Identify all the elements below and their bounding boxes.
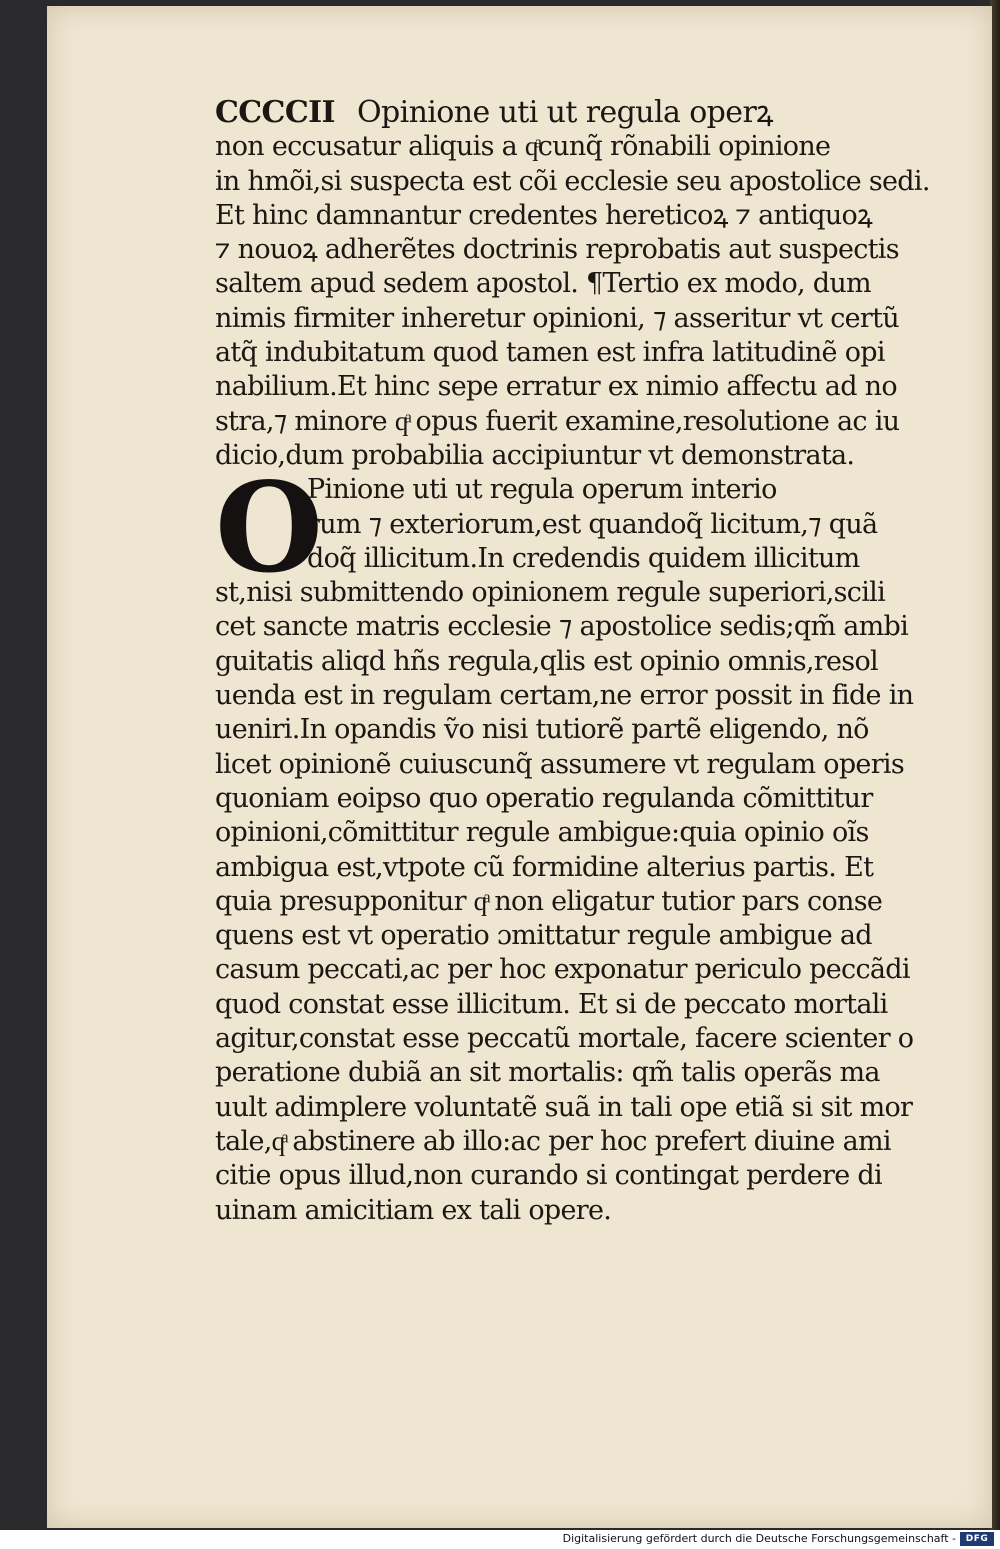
text-line: ambigua est,vtpote cũ formidine alterius partis. Et: [215, 851, 874, 883]
footer-bar: [0, 1530, 1000, 1549]
text-line: rum ⁊ exteriorum,est quandoq̃ licitum,⁊ quã: [307, 508, 878, 540]
text-line: uinam amicitiam ex tali opere.: [215, 1194, 612, 1226]
text-line: stra,⁊ minore qͣ opus fuerit examine,resolutione ac iu: [215, 405, 900, 437]
section-number: CCCCII: [215, 95, 335, 130]
text-line: st,nisi submittendo opinionem regule superiori,scili: [215, 577, 886, 609]
text-line: peratione dubiã an sit mortalis: qm̃ talis operãs ma: [215, 1057, 880, 1089]
text-line: ueniri.In opandis ṽo nisi tutiorẽ partẽ eligendo, nõ: [215, 714, 869, 746]
text-line: licet opinionẽ cuiuscunq̃ assumere vt regulam operis: [215, 748, 904, 780]
text-line: non eccusatur aliquis a qͣcunq̃ rõnabili opinione: [215, 131, 831, 163]
text-line: cet sancte matris ecclesie ⁊ apostolice sedis;qm̃ ambi: [215, 611, 909, 643]
text-line: Et hinc damnantur credentes hereticoꝝ ⁊ antiquoꝝ: [215, 199, 873, 231]
text-line: in hmõi,si suspecta est cõi ecclesie seu apostolice sedi.: [215, 165, 930, 197]
text-line: nimis firmiter inheretur opinioni, ⁊ asseritur vt certũ: [215, 302, 899, 334]
text-line: tale,qͣ abstinere ab illo:ac per hoc prefert diuine ami: [215, 1125, 891, 1157]
text-line: quoniam eoipso quo operatio regulanda cõmittitur: [215, 782, 873, 814]
text-line: nabilium.Et hinc sepe erratur ex nimio affectu ad no: [215, 371, 897, 403]
text-line: uenda est in regulam certam,ne error possit in fide in: [215, 680, 914, 712]
text-line: opinioni,cõmittitur regule ambigue:quia opinio oĩs: [215, 817, 869, 849]
text-line: quod constat esse illicitum. Et si de peccato mortali: [215, 988, 888, 1020]
heading-line: [215, 96, 975, 130]
text-line: ⁊ nouoꝝ adherẽtes doctrinis reprobatis aut suspectis: [215, 234, 899, 266]
funding-credit: Digitalisierung gefördert durch die Deutsche Forschungsgemeinschaft -: [562, 1532, 956, 1545]
text-line: casum peccati,ac per hoc exponatur periculo peccãdi: [215, 954, 910, 986]
drop-initial: O: [215, 456, 324, 602]
text-line: citie opus illud,non curando si contingat perdere di: [215, 1160, 882, 1192]
text-line: uult adimplere voluntatẽ suã in tali ope etiã si sit mor: [215, 1091, 913, 1123]
text-line: guitatis aliqd hñs regula,qlis est opinio omnis,resol: [215, 645, 878, 677]
text-line: Pinione uti ut regula operum interio: [307, 474, 777, 506]
text-line: agitur,constat esse peccatũ mortale, facere scienter o: [215, 1023, 914, 1055]
page-text: [215, 96, 975, 1228]
text-line: saltem apud sedem apostol. ¶Tertio ex modo, dum: [215, 268, 871, 300]
dfg-logo: DFG: [960, 1532, 994, 1546]
text-line: quens est vt operatio ɔmittatur regule ambigue ad: [215, 920, 872, 952]
text-line: doq̃ illicitum.In credendis quidem illicitum: [307, 542, 860, 574]
heading-text: Opinione uti ut regula operꝝ: [356, 95, 773, 130]
text-line: quia presupponitur qͣ non eligatur tutior pars conse: [215, 885, 883, 917]
text-line: dicio,dum probabilia accipiuntur vt demonstrata.: [215, 439, 855, 471]
text-line: atq̃ indubitatum quod tamen est infra latitudinẽ opi: [215, 337, 885, 369]
